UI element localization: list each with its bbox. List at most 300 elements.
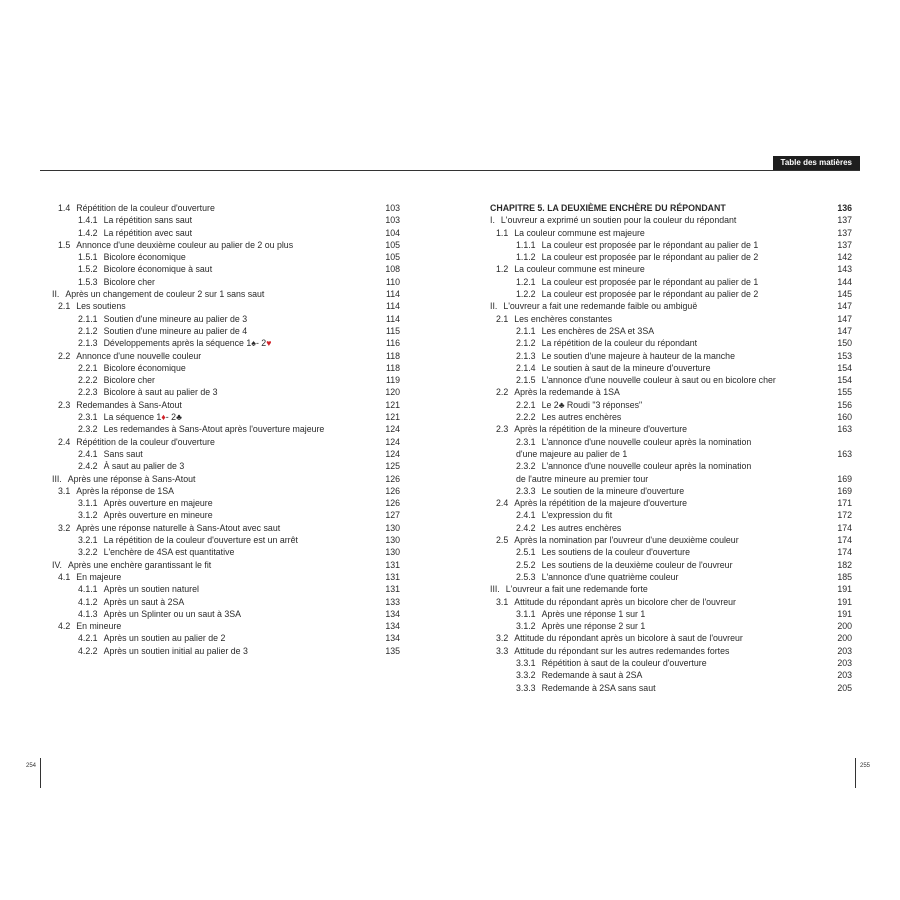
- toc-entry-page: 171: [837, 498, 852, 509]
- toc-entry: [490, 325, 852, 337]
- toc-entry-page: 163: [837, 424, 852, 435]
- toc-entry-page: 182: [837, 559, 852, 570]
- toc-entry-page: 134: [385, 608, 400, 619]
- toc-entry-title: La séquence 1: [103, 412, 162, 423]
- toc-entry: [490, 596, 852, 608]
- toc-entry-number: III.: [52, 473, 62, 484]
- toc-entry-page: 118: [385, 350, 400, 361]
- toc-entry-title: Répétition à saut de la couleur d'ouverture: [541, 657, 707, 668]
- toc-entry: [490, 657, 852, 669]
- toc-entry: [52, 534, 400, 546]
- toc-entry-number: 4.2.1: [78, 633, 98, 644]
- toc-entry-title: Après un soutien naturel: [103, 584, 199, 595]
- toc-entry-number: 4.1.2: [78, 596, 98, 607]
- toc-entry: [52, 583, 400, 595]
- toc-entry: [490, 583, 852, 595]
- toc-entry-page: 154: [837, 362, 852, 373]
- toc-entry: [490, 423, 852, 435]
- toc-entry-page: 174: [837, 535, 852, 546]
- toc-entry-title: En mineure: [76, 621, 122, 632]
- toc-entry-title: Après la répétition de la majeure d'ouverture: [514, 498, 688, 509]
- toc-entry-page: 108: [385, 264, 400, 275]
- toc-entry-number: 3.1: [496, 596, 509, 607]
- toc-entry-number: 4.2: [58, 621, 71, 632]
- toc-entry-page: 126: [385, 498, 400, 509]
- toc-entry-page: 174: [837, 522, 852, 533]
- toc-entry: [52, 313, 400, 325]
- toc-entry-number: 3.1.1: [516, 608, 536, 619]
- toc-entry: [52, 620, 400, 632]
- toc-entry-title: Redemande à saut à 2SA: [541, 670, 643, 681]
- toc-entry-title: La couleur est proposée par le répondant au palier de 1: [541, 276, 759, 287]
- toc-entry-number: 2.2: [58, 350, 71, 361]
- toc-entry-title: d'une majeure au palier de 1: [516, 448, 628, 459]
- toc-entry: [52, 276, 400, 288]
- toc-entry-title: Après la redemande à 1SA: [514, 387, 620, 398]
- toc-entry-page: 143: [837, 264, 852, 275]
- toc-entry-title: Les soutiens de la deuxième couleur de l'ouvreur: [541, 559, 733, 570]
- toc-entry-page: 124: [385, 424, 400, 435]
- toc-entry: [490, 546, 852, 558]
- toc-entry-page: 191: [837, 596, 852, 607]
- toc-entry-number: 2.3.1: [78, 412, 98, 423]
- header-rule: [40, 170, 860, 171]
- toc-entry: [52, 300, 400, 312]
- toc-entry: [490, 337, 852, 349]
- toc-entry-title: Après un saut à 2SA: [103, 596, 185, 607]
- toc-entry-page: 137: [837, 227, 852, 238]
- toc-entry-number: 1.4.1: [78, 215, 98, 226]
- toc-entry-number: 3.3.1: [516, 657, 536, 668]
- toc-entry-number: 2.1.2: [516, 338, 536, 349]
- toc-entry-page: 126: [385, 473, 400, 484]
- toc-entry: [52, 497, 400, 509]
- toc-entry-title: Annonce d'une nouvelle couleur: [76, 350, 202, 361]
- toc-entry-number: 3.1: [58, 485, 71, 496]
- toc-entry-title: Les autres enchères: [541, 412, 622, 423]
- toc-entry-title: Répétition de la couleur d'ouverture: [76, 203, 215, 213]
- toc-entry-number: 2.5.3: [516, 571, 536, 582]
- toc-entry-page: 114: [385, 301, 400, 312]
- toc-entry-title: L'enchère de 4SA est quantitative: [103, 547, 235, 558]
- toc-entry-page: 191: [837, 584, 852, 595]
- toc-entry-page: 116: [385, 338, 400, 349]
- toc-entry-title: Bicolore à saut au palier de 3: [103, 387, 218, 398]
- toc-entry-title: Le soutien à saut de la mineure d'ouverture: [541, 362, 711, 373]
- toc-entry: [52, 509, 400, 521]
- toc-entry: [490, 632, 852, 644]
- toc-entry-title: L'annonce d'une nouvelle couleur après la nomination: [541, 436, 752, 447]
- toc-entry-title: Annonce d'une deuxième couleur au palier de 2 ou plus: [76, 239, 294, 250]
- toc-entry: [490, 497, 852, 509]
- toc-entry-page: 124: [385, 448, 400, 459]
- toc-entry-number: 1.1: [496, 227, 509, 238]
- toc-entry-number: 1.4: [58, 203, 71, 213]
- toc-entry-page: 105: [385, 239, 400, 250]
- toc-entry-number: 2.2.1: [78, 362, 98, 373]
- toc-entry: [52, 350, 400, 362]
- toc-entry: [490, 374, 852, 386]
- toc-entry: [490, 485, 852, 497]
- toc-entry-number: 2.3.2: [78, 424, 98, 435]
- toc-entry-page: 153: [837, 350, 852, 361]
- toc-entry-number: 2.3.3: [516, 485, 536, 496]
- toc-entry-number: 3.2.2: [78, 547, 98, 558]
- toc-entry-page: 131: [385, 584, 400, 595]
- toc-entry-number: 2.3.1: [516, 436, 536, 447]
- toc-entry-number: 2.2.2: [516, 412, 536, 423]
- toc-entry-number: 3.1.2: [516, 621, 536, 632]
- toc-entry-title: L'ouvreur a fait une redemande forte: [505, 584, 648, 595]
- toc-entry: [52, 374, 400, 386]
- toc-entry-title: Après un soutien au palier de 2: [103, 633, 226, 644]
- toc-entry: [52, 202, 400, 214]
- toc-entry-page: 110: [385, 276, 400, 287]
- toc-entry-number: 1.2.1: [516, 276, 536, 287]
- toc-entry: [52, 485, 400, 497]
- toc-entry: [490, 276, 852, 288]
- toc-entry-page: 104: [385, 227, 400, 238]
- toc-entry-title: Soutien d'une mineure au palier de 3: [103, 313, 248, 324]
- toc-entry-title: Soutien d'une mineure au palier de 4: [103, 325, 248, 336]
- toc-entry-number: 3.2: [58, 522, 71, 533]
- toc-entry: [52, 386, 400, 398]
- toc-left-column: [52, 202, 400, 657]
- toc-entry-page: 121: [385, 399, 400, 410]
- toc-entry-number: 1.5.1: [78, 252, 98, 263]
- toc-entry-number: 1.5.2: [78, 264, 98, 275]
- toc-entry-page: 118: [385, 362, 400, 373]
- toc-entry-number: 3.3: [496, 645, 509, 656]
- toc-entry-title: La couleur est proposée par le répondant au palier de 2: [541, 252, 759, 263]
- toc-entry: [490, 682, 852, 694]
- toc-entry-title: Développements après la séquence 1♠- 2: [103, 338, 267, 349]
- toc-entry: [490, 608, 852, 620]
- toc-entry: [52, 227, 400, 239]
- toc-entry-title: Le 2♣ Roudi "3 réponses": [541, 399, 643, 410]
- toc-entry: [490, 645, 852, 657]
- toc-entry: [490, 534, 852, 546]
- toc-entry-title: L'annonce d'une nouvelle couleur à saut ou en bicolore cher: [541, 375, 776, 386]
- toc-entry-page: 169: [837, 485, 852, 496]
- toc-entry-page: 155: [837, 387, 852, 398]
- toc-entry-title: Le soutien d'une majeure à hauteur de la manche: [541, 350, 735, 361]
- toc-entry: [52, 239, 400, 251]
- toc-entry-number: 3.1.2: [78, 510, 98, 521]
- toc-entry-title: Après ouverture en mineure: [103, 510, 213, 521]
- toc-entry: [490, 288, 852, 300]
- toc-entry: [52, 596, 400, 608]
- toc-right-column: [490, 202, 852, 694]
- toc-entry: [490, 227, 852, 239]
- page-marker-left: [40, 758, 41, 788]
- toc-entry: [52, 362, 400, 374]
- toc-entry-title: Après ouverture en majeure: [103, 498, 213, 509]
- toc-entry-title: L'ouvreur a fait une redemande faible ou ambiguë: [503, 301, 698, 312]
- toc-entry-title: L'ouvreur a exprimé un soutien pour la couleur du répondant: [500, 215, 737, 226]
- toc-entry: [52, 337, 400, 349]
- toc-entry: [490, 522, 852, 534]
- page-number-left: 254: [26, 763, 37, 769]
- toc-entry-page: 200: [837, 621, 852, 632]
- toc-entry-page: 203: [837, 670, 852, 681]
- toc-entry: [490, 669, 852, 681]
- toc-entry: [490, 214, 852, 226]
- toc-entry-number: 1.4.2: [78, 227, 98, 238]
- toc-entry-number: 2.4.2: [516, 522, 536, 533]
- toc-entry-title: En majeure: [76, 571, 122, 582]
- toc-entry-title: Après un Splinter ou un saut à 3SA: [103, 608, 241, 619]
- toc-entry-number: 2.1: [496, 313, 509, 324]
- toc-entry-title: Après la réponse de 1SA: [76, 485, 175, 496]
- toc-entry-title: Le soutien de la mineure d'ouverture: [541, 485, 685, 496]
- toc-entry: [490, 386, 852, 398]
- toc-entry-title: Après une enchère garantissant le fit: [67, 559, 212, 570]
- toc-entry-number: 3.2: [496, 633, 509, 644]
- toc-entry-number: 2.4.1: [78, 448, 98, 459]
- toc-entry: [490, 509, 852, 521]
- toc-entry-page: 154: [837, 375, 852, 386]
- toc-entry-page: 172: [837, 510, 852, 521]
- toc-entry-page: 137: [837, 239, 852, 250]
- toc-entry-title: Bicolore cher: [103, 276, 155, 287]
- toc-entry-page: 156: [837, 399, 852, 410]
- toc-entry-number: 4.1.3: [78, 608, 98, 619]
- toc-entry-number: 2.2.2: [78, 375, 98, 386]
- toc-entry-number: III.: [490, 584, 500, 595]
- toc-entry-number: 2.4: [58, 436, 71, 447]
- toc-entry-title: Redemande à 2SA sans saut: [541, 682, 656, 693]
- toc-entry-title: Bicolore économique à saut: [103, 264, 213, 275]
- toc-entry-page: 147: [837, 313, 852, 324]
- toc-entry-page: 147: [837, 301, 852, 312]
- toc-entry-title: Après une réponse naturelle à Sans-Atout avec saut: [76, 522, 281, 533]
- toc-entry-number: I.: [490, 215, 495, 226]
- toc-entry-page: 126: [385, 485, 400, 496]
- toc-entry-page: 136: [837, 203, 852, 213]
- toc-entry-page: 203: [837, 645, 852, 656]
- toc-entry: [52, 522, 400, 534]
- toc-entry-number: 3.1.1: [78, 498, 98, 509]
- toc-entry-title: L'annonce d'une nouvelle couleur après la nomination: [541, 461, 752, 472]
- toc-entry-number: 1.1.1: [516, 239, 536, 250]
- toc-entry-page: 114: [385, 289, 400, 300]
- toc-entry-page: 131: [385, 571, 400, 582]
- toc-entry: [490, 300, 852, 312]
- toc-entry-page: 121: [385, 412, 400, 423]
- toc-entry-number: 2.1.1: [78, 313, 98, 324]
- toc-entry-title: Après une réponse à Sans-Atout: [67, 473, 196, 484]
- toc-entry-title: de l'autre mineure au premier tour: [516, 473, 649, 484]
- toc-entry-number: 2.4.2: [78, 461, 98, 472]
- toc-entry-number: II.: [52, 289, 60, 300]
- toc-entry-page: 131: [385, 559, 400, 570]
- toc-entry-number: 2.5.1: [516, 547, 536, 558]
- toc-entry-page: 147: [837, 325, 852, 336]
- toc-entry-title: Bicolore économique: [103, 252, 186, 263]
- toc-entry-title: Attitude du répondant après un bicolore à saut de l'ouvreur: [514, 633, 743, 644]
- toc-entry: [52, 571, 400, 583]
- toc-entry-page: 203: [837, 657, 852, 668]
- toc-entry-title: La couleur est proposée par le répondant au palier de 2: [541, 289, 759, 300]
- toc-entry-page: 130: [385, 547, 400, 558]
- toc-entry: [52, 411, 400, 423]
- toc-entry-number: 2.5.2: [516, 559, 536, 570]
- toc-entry-number: 1.2.2: [516, 289, 536, 300]
- toc-entry: [490, 436, 852, 448]
- toc-entry-number: 4.2.2: [78, 645, 98, 656]
- toc-entry-number: 2.2.3: [78, 387, 98, 398]
- page-number-right: 255: [860, 763, 871, 769]
- toc-entry-number: 3.2.1: [78, 535, 98, 546]
- toc-entry: [52, 399, 400, 411]
- toc-entry-page: 127: [385, 510, 400, 521]
- toc-entry-number: 2.3.2: [516, 461, 536, 472]
- toc-entry: [490, 399, 852, 411]
- toc-entry-title: À saut au palier de 3: [103, 461, 185, 472]
- toc-entry-number: 2.2: [496, 387, 509, 398]
- toc-entry: [52, 473, 400, 485]
- toc-entry-title: CHAPITRE 5. LA DEUXIÈME ENCHÈRE DU RÉPONDANT: [490, 203, 726, 213]
- toc-entry-page: 103: [385, 215, 400, 226]
- toc-entry-number: 2.1: [58, 301, 71, 312]
- page-marker-right: [855, 758, 856, 788]
- toc-entry-page: 130: [385, 535, 400, 546]
- toc-entry: [490, 448, 852, 460]
- toc-entry-title: La couleur commune est majeure: [514, 227, 645, 238]
- toc-entry-number: 1.5: [58, 239, 71, 250]
- toc-entry: [52, 608, 400, 620]
- toc-entry-title: Bicolore économique: [103, 362, 186, 373]
- toc-entry-page: 160: [837, 412, 852, 423]
- toc-entry-number: 2.1.5: [516, 375, 536, 386]
- toc-entry-page: 114: [385, 313, 400, 324]
- toc-entry: [490, 473, 852, 485]
- toc-entry-title: Sans saut: [103, 448, 143, 459]
- toc-entry-page: 174: [837, 547, 852, 558]
- toc-entry-number: 2.5: [496, 535, 509, 546]
- toc-entry-title: Les enchères de 2SA et 3SA: [541, 325, 655, 336]
- toc-entry-page: 120: [385, 387, 400, 398]
- toc-entry-title: Les enchères constantes: [514, 313, 613, 324]
- toc-entry: [52, 251, 400, 263]
- toc-entry-title: Après un soutien initial au palier de 3: [103, 645, 248, 656]
- toc-entry-number: 4.1: [58, 571, 71, 582]
- toc-entry-page: 125: [385, 461, 400, 472]
- suit-symbol: ♥: [266, 338, 272, 349]
- toc-entry-title: Après un changement de couleur 2 sur 1 sans saut: [65, 289, 265, 300]
- toc-entry-page: 103: [385, 203, 400, 213]
- toc-entry-number: 1.1.2: [516, 252, 536, 263]
- toc-entry-page: 135: [385, 645, 400, 656]
- toc-entry-page: 144: [837, 276, 852, 287]
- toc-entry-page: 137: [837, 215, 852, 226]
- toc-entry-title: Bicolore cher: [103, 375, 155, 386]
- toc-entry: [52, 632, 400, 644]
- toc-entry: [490, 251, 852, 263]
- toc-entry-page: 169: [837, 473, 852, 484]
- section-title-tab: Table des matières: [773, 156, 860, 170]
- toc-entry-title: Après la répétition de la mineure d'ouverture: [514, 424, 688, 435]
- toc-entry-title: La répétition avec saut: [103, 227, 193, 238]
- toc-entry-title: La répétition sans saut: [103, 215, 193, 226]
- toc-entry: [52, 325, 400, 337]
- toc-entry: [52, 423, 400, 435]
- toc-entry: [52, 288, 400, 300]
- toc-entry-number: 2.4: [496, 498, 509, 509]
- toc-entry-page: 145: [837, 289, 852, 300]
- toc-entry-title: Les autres enchères: [541, 522, 622, 533]
- toc-entry-page: 150: [837, 338, 852, 349]
- toc-entry: [490, 571, 852, 583]
- toc-entry: [52, 436, 400, 448]
- toc-entry: [490, 350, 852, 362]
- toc-entry-number: 3.3.2: [516, 670, 536, 681]
- toc-entry-number: 2.1.3: [516, 350, 536, 361]
- toc-entry-title: L'annonce d'une quatrième couleur: [541, 571, 679, 582]
- toc-entry-title: Après une réponse 1 sur 1: [541, 608, 646, 619]
- toc-entry-number: 3.3.3: [516, 682, 536, 693]
- toc-entry-number: 2.1.1: [516, 325, 536, 336]
- toc-entry: [52, 448, 400, 460]
- toc-entry-number: 2.4.1: [516, 510, 536, 521]
- toc-entry-title: La couleur est proposée par le répondant au palier de 1: [541, 239, 759, 250]
- toc-entry: [52, 559, 400, 571]
- toc-entry-number: 1.2: [496, 264, 509, 275]
- toc-entry: [490, 239, 852, 251]
- toc-entry-number: 2.2.1: [516, 399, 536, 410]
- toc-entry-page: 205: [837, 682, 852, 693]
- toc-entry: [490, 263, 852, 275]
- toc-entry-title: Attitude du répondant après un bicolore cher de l'ouvreur: [514, 596, 736, 607]
- toc-entry: [490, 313, 852, 325]
- toc-entry-title: Redemandes à Sans-Atout: [76, 399, 182, 410]
- toc-entry: [490, 202, 852, 214]
- toc-entry-number: 2.1.2: [78, 325, 98, 336]
- toc-entry: [52, 645, 400, 657]
- toc-entry-number: 2.1.3: [78, 338, 98, 349]
- toc-entry-page: 185: [837, 571, 852, 582]
- suit-symbol: ♦: [161, 412, 166, 423]
- toc-entry-title: La répétition de la couleur d'ouverture est un arrêt: [103, 535, 298, 546]
- toc-entry-title: Après une réponse 2 sur 1: [541, 621, 646, 632]
- toc-entry-number: II.: [490, 301, 498, 312]
- toc-entry-number: 1.5.3: [78, 276, 98, 287]
- toc-entry-title: La répétition de la couleur du répondant: [541, 338, 698, 349]
- toc-entry-title: Répétition de la couleur d'ouverture: [76, 436, 215, 447]
- toc-entry: [490, 362, 852, 374]
- toc-entry-page: 133: [385, 596, 400, 607]
- toc-entry-number: 4.1.1: [78, 584, 98, 595]
- toc-entry-title: Après la nomination par l'ouvreur d'une deuxième couleur: [514, 535, 739, 546]
- toc-entry-number: IV.: [52, 559, 62, 570]
- toc-entry-number: 2.1.4: [516, 362, 536, 373]
- toc-entry: [490, 411, 852, 423]
- toc-entry-number: 2.3: [58, 399, 71, 410]
- toc-entry-title: Les redemandes à Sans-Atout après l'ouverture majeure: [103, 424, 325, 435]
- toc-entry-page: 142: [837, 252, 852, 263]
- toc-entry-page: 200: [837, 633, 852, 644]
- toc-entry-page: 191: [837, 608, 852, 619]
- toc-entry-title: Les soutiens: [76, 301, 126, 312]
- toc-entry: [490, 620, 852, 632]
- toc-entry-page: 134: [385, 621, 400, 632]
- toc-entry: [52, 263, 400, 275]
- toc-entry-title: La couleur commune est mineure: [514, 264, 645, 275]
- toc-entry-title: Les soutiens de la couleur d'ouverture: [541, 547, 690, 558]
- toc-entry-title-cont: - 2♣: [165, 412, 182, 423]
- toc-entry-page: 105: [385, 252, 400, 263]
